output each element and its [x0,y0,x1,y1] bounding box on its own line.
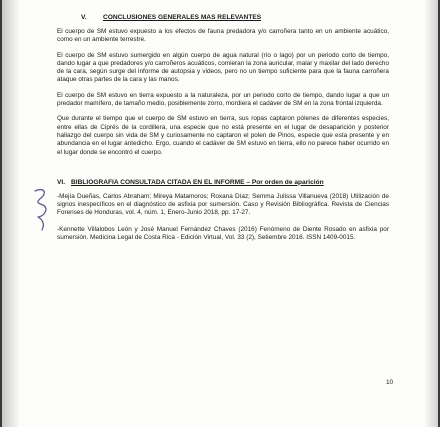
document-page [2,0,438,427]
section-number: VI. [57,178,66,186]
page-shadow-right [424,0,438,427]
section-spacer [57,164,389,178]
section-heading-bibliografia [57,178,389,187]
section-number: V. [81,14,87,21]
page-number: 10 [386,379,394,386]
section-heading-conclusiones [57,13,389,22]
conclusion-paragraph: El cuerpo de SM estuvo en tierra expuesto a la naturaleza, por un periodo corto de tiempo, dando lugar a que un predador mamífero, de tamaño medio, posiblemente zorro, mordiera el cadáver de SM en la zona frontal izquierda. [57,91,389,108]
handwritten-mark-icon [31,186,53,234]
document-body [57,13,389,250]
conclusion-paragraph: Que durante el tiempo que el cuerpo de SM estuvo en tierra, sus ropas captaron pólenes de diferentes especies, entre ellas de Ciprés de la cordillera, una especie que no está presente en el lugar de desaparición y posterior hallazgo del cuerpo sin vida de SM y curiosamente no captaron el polen de Pinos, especie que esta presente y en abundancia en el lugar antedicho. Ergo, cuando el cadáver de SM estuvo en tierra, ello no parece haber ocurrido en el lugar donde se encontró el cuerpo. [57,115,389,156]
page-shadow-left [2,0,20,427]
section-title: BIBLIOGRAFIA CONSULTADA CITADA EN EL INFORME – Por orden de aparición [71,178,324,186]
reference-list [57,193,389,242]
reference-item: -Mejía Dueñas, Carlos Abraham; Mireya Matamoros; Roxana Díaz; Semma Julissa Villanueva (2018) Utilización de signos inespecíficos en el diagnóstico de asfixia por sumersión. Caso y Revisión Bibliográfica. Revista de Ciencias Forenses de Honduras, vol. 4, núm. 1, Enero-Junio 2018, pp. 17-27. [57,192,389,217]
reference-item: -Kennette Villalobos León y José Manuel Fernández Chaves (2016) Fenómeno de Diente Rosado en asfixia por sumersión. Medicina Legal de Costa Rica - Edición Virtual, Vol. 33 (2), Setiembre 2016. ISSN 1409-0015. [57,225,389,242]
conclusion-paragraph: El cuerpo de SM estuvo sumergido en algún cuerpo de agua natural (río o lago) por un periodo corto de tiempo, dando lugar a que predadores y/o carroñeros acuáticos, comieran la zona auricular, malar y maxilar del lado derecho de la cara, según surge del informe de autopsia y videos, pero no un tiempo suficiente para que la fauna carroñera ataque otras partes de la cara y las manos. [57,51,389,84]
section-title: CONCLUSIONES GENERALES MAS RELEVANTES [103,14,262,21]
conclusion-paragraph: El cuerpo de SM estuvo expuesto a los efectos de fauna predadora y/o carroñera tanto en un ambiente acuático, como en un ambiente terrestre. [57,28,389,44]
